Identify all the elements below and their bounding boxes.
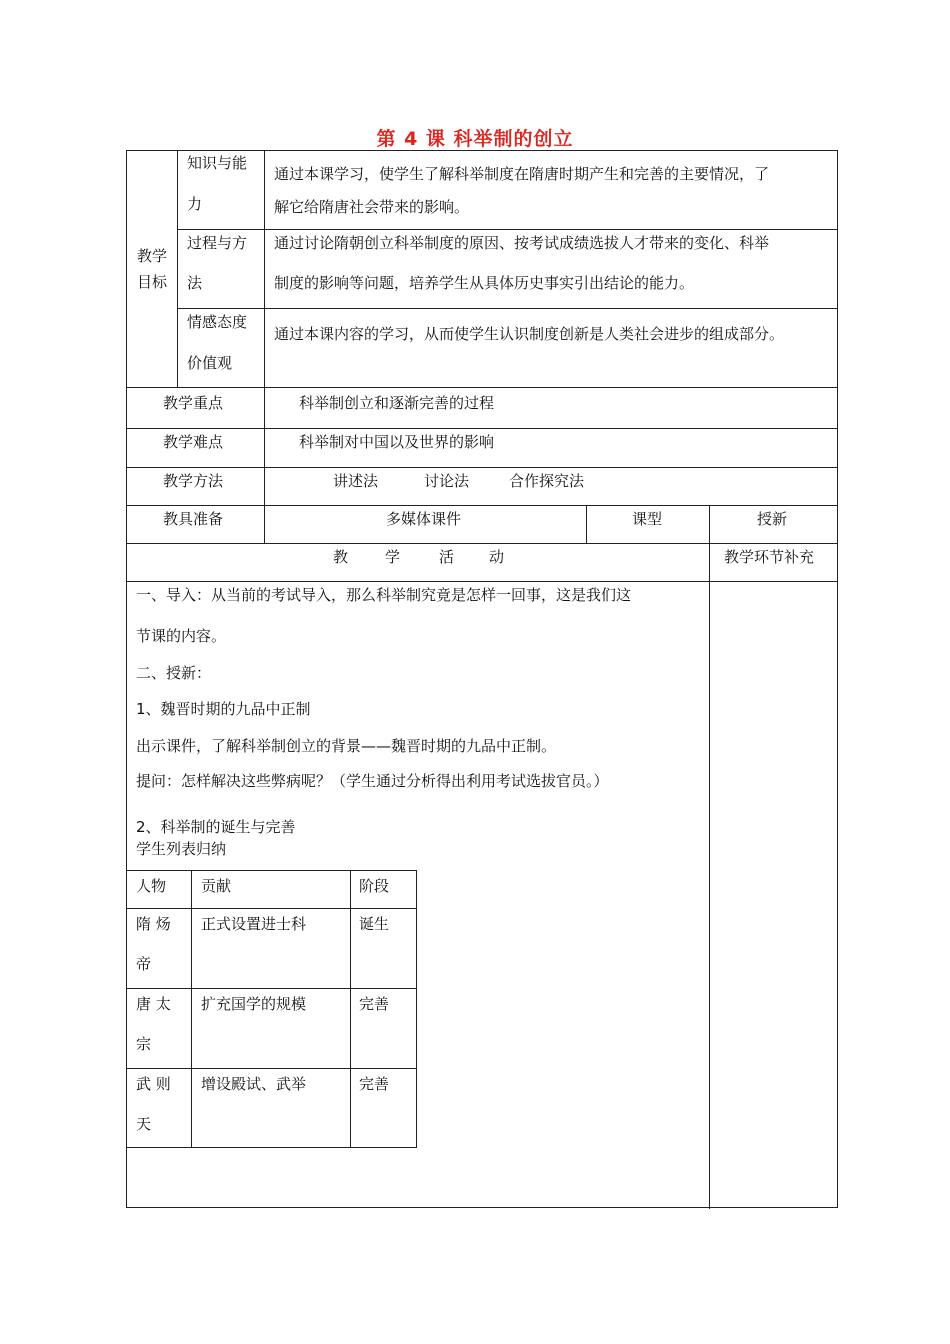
supplement-header: 教学环节补充 (724, 548, 815, 566)
tools-label: 教具准备 (163, 510, 224, 528)
objective-text: 解它给隋唐社会带来的影响。 (274, 198, 470, 216)
key-point-label: 教学重点 (163, 394, 224, 412)
section-heading: 二、授新： (136, 664, 212, 682)
method-value: 合作探究法 (509, 472, 585, 490)
item-question: 提问：怎样解决这些弊病呢？（学生通过分析得出利用考试选拔官员。） (136, 772, 609, 790)
objectives-label: 目标 (137, 273, 168, 291)
item-text: 出示课件，了解科举制创立的背景——魏晋时期的九品中正制。 (136, 737, 557, 755)
table-cell-contribution: 正式设置进士科 (201, 915, 307, 933)
table-cell-person: 帝 (136, 955, 152, 973)
table-cell-person: 宗 (136, 1035, 152, 1053)
objective-text: 通过本课学习，使学生了解科举制度在隋唐时期产生和完善的主要情况，了 (274, 165, 770, 183)
activity-header: 学 (385, 548, 401, 566)
tools-value: 多媒体课件 (386, 510, 462, 528)
activity-header: 动 (489, 548, 505, 566)
lesson-type-label: 课型 (632, 510, 663, 528)
key-point-value: 科举制创立和逐渐完善的过程 (299, 394, 495, 412)
table-cell-stage: 完善 (359, 995, 390, 1013)
objective-text: 通过本课内容的学习，从而使学生认识制度创新是人类社会进步的组成部分。 (274, 325, 785, 343)
method-label: 教学方法 (163, 472, 224, 490)
table-cell-contribution: 扩充国学的规模 (201, 995, 307, 1013)
intro-text: 一、导入：从当前的考试导入，那么科举制究竟是怎样一回事，这是我们这 (136, 586, 632, 604)
method-value: 讨论法 (424, 472, 470, 490)
summary-table (127, 870, 417, 1150)
activity-header: 教 (333, 548, 349, 566)
table-cell-person: 隋 炀 (136, 915, 171, 933)
objective-text: 制度的影响等问题，培养学生从具体历史事实引出结论的能力。 (274, 274, 695, 292)
table-header: 贡献 (201, 877, 232, 895)
activity-header: 活 (439, 548, 455, 566)
item-subtext: 学生列表归纳 (136, 840, 227, 858)
page-title: 第 4 课 科举制的创立 (376, 128, 574, 150)
difficulty-value: 科举制对中国以及世界的影响 (299, 433, 495, 451)
table-header: 阶段 (359, 877, 390, 895)
table-cell-stage: 诞生 (359, 915, 390, 933)
item-heading: 1、魏晋时期的九品中正制 (136, 700, 311, 718)
objective-type-label: 法 (187, 274, 203, 292)
objective-type-label: 力 (187, 195, 203, 213)
table-cell-person: 唐 太 (136, 995, 171, 1013)
objective-type-label: 过程与方 (187, 234, 248, 252)
table-cell-person: 武 则 (136, 1075, 171, 1093)
table-header: 人物 (136, 877, 167, 895)
table-cell-person: 天 (136, 1115, 152, 1133)
item-heading: 2、科举制的诞生与完善 (136, 818, 296, 836)
table-cell-stage: 完善 (359, 1075, 390, 1093)
objective-type-label: 价值观 (187, 354, 233, 372)
table-cell-contribution: 增设殿试、武举 (201, 1075, 307, 1093)
objective-type-label: 情感态度 (187, 313, 248, 331)
objectives-label: 教学 (137, 247, 168, 265)
lesson-type-value: 授新 (757, 510, 788, 528)
lesson-plan-table (126, 150, 838, 1208)
difficulty-label: 教学难点 (163, 433, 224, 451)
intro-text: 节课的内容。 (136, 627, 227, 645)
method-value: 讲述法 (333, 472, 379, 490)
objective-text: 通过讨论隋朝创立科举制度的原因、按考试成绩选拔人才带来的变化、科举 (274, 234, 770, 252)
objective-type-label: 知识与能 (187, 154, 248, 172)
